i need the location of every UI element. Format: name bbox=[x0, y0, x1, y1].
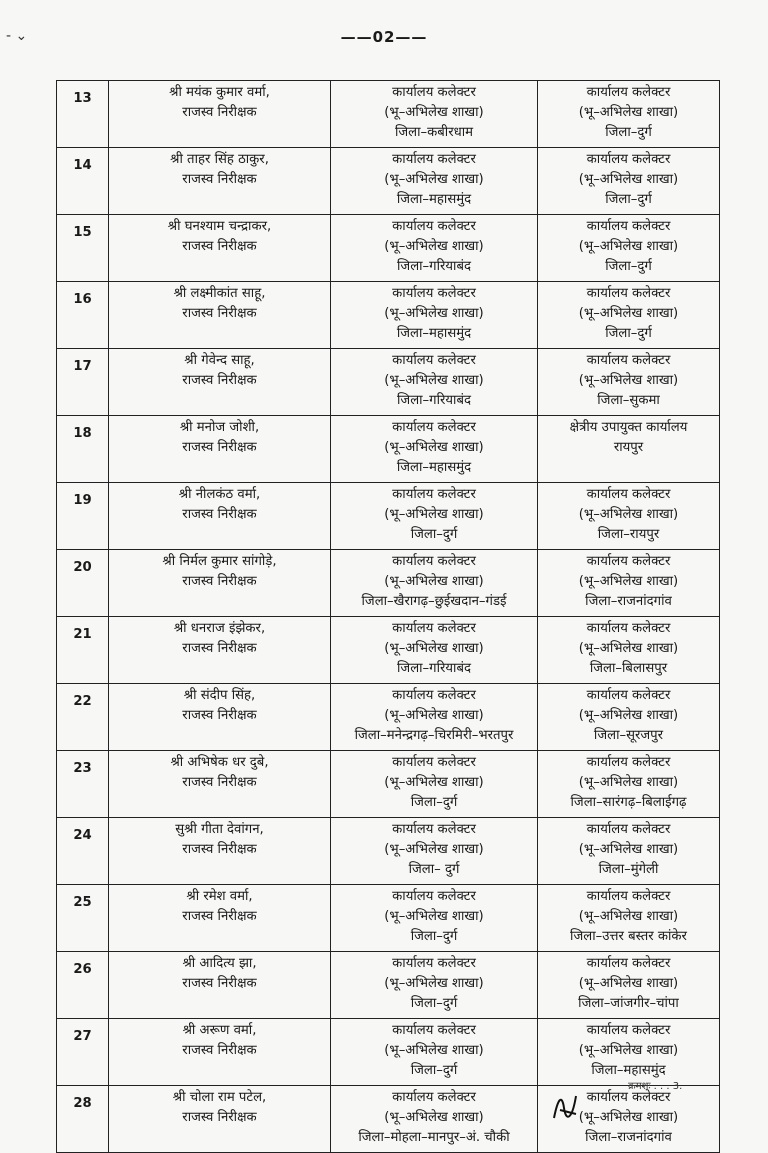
current-posting-cell bbox=[331, 684, 538, 751]
employee-cell bbox=[109, 952, 331, 1019]
employee-designation: राजस्व निरीक्षक bbox=[182, 574, 257, 589]
current-posting-cell bbox=[331, 885, 538, 952]
table-row bbox=[57, 885, 720, 952]
current-posting-line: (भू–अभिलेख शाखा) bbox=[384, 775, 484, 790]
employee-designation: राजस्व निरीक्षक bbox=[182, 507, 257, 522]
table-row bbox=[57, 550, 720, 617]
new-posting-line: रायपुर bbox=[613, 440, 644, 455]
new-posting-line: (भू–अभिलेख शाखा) bbox=[578, 507, 679, 522]
current-posting-line: जिला–दुर्ग bbox=[410, 527, 458, 542]
current-posting-line: जिला–दुर्ग bbox=[410, 795, 458, 810]
new-posting-cell bbox=[538, 952, 720, 1019]
serial-number: 25 bbox=[57, 885, 109, 952]
table-row bbox=[57, 818, 720, 885]
current-posting-cell bbox=[331, 617, 538, 684]
current-posting-line: (भू–अभिलेख शाखा) bbox=[384, 976, 484, 991]
serial-number: 16 bbox=[57, 282, 109, 349]
new-posting-line: जिला–मुंगेली bbox=[598, 862, 659, 877]
current-posting-line: जिला– दुर्ग bbox=[408, 862, 460, 877]
employee-name: श्री गेवेन्द साहू, bbox=[184, 353, 255, 368]
current-posting-line: जिला–दुर्ग bbox=[410, 929, 458, 944]
employee-designation: राजस्व निरीक्षक bbox=[182, 641, 257, 656]
employee-cell bbox=[109, 215, 331, 282]
continued-note: क्रमशः . . . 3. bbox=[628, 1081, 683, 1092]
current-posting-line: कार्यालय कलेक्टर bbox=[392, 353, 476, 368]
new-posting-line: कार्यालय कलेक्टर bbox=[586, 621, 671, 636]
table-row bbox=[57, 215, 720, 282]
employee-cell bbox=[109, 550, 331, 617]
serial-number: 19 bbox=[57, 483, 109, 550]
employee-designation: राजस्व निरीक्षक bbox=[182, 708, 257, 723]
new-posting-line: जिला–राजनांदगांव bbox=[585, 1130, 672, 1145]
current-posting-line: (भू–अभिलेख शाखा) bbox=[384, 1043, 484, 1058]
new-posting-cell bbox=[538, 818, 720, 885]
employee-designation: राजस्व निरीक्षक bbox=[182, 440, 257, 455]
current-posting-line: कार्यालय कलेक्टर bbox=[392, 286, 476, 301]
employee-name: श्री अरूण वर्मा, bbox=[182, 1023, 257, 1038]
table-row bbox=[57, 617, 720, 684]
current-posting-cell bbox=[331, 81, 538, 148]
new-posting-line: कार्यालय कलेक्टर bbox=[586, 688, 671, 703]
employee-cell bbox=[109, 81, 331, 148]
new-posting-line: (भू–अभिलेख शाखा) bbox=[578, 574, 679, 589]
new-posting-cell bbox=[538, 1019, 720, 1086]
signature-mark bbox=[546, 1088, 586, 1128]
new-posting-line: जिला–राजनांदगांव bbox=[585, 594, 672, 609]
employee-name: श्री अभिषेक धर दुबे, bbox=[170, 755, 269, 770]
new-posting-cell bbox=[538, 81, 720, 148]
new-posting-line: (भू–अभिलेख शाखा) bbox=[578, 105, 679, 120]
new-posting-cell bbox=[538, 416, 720, 483]
employee-name: श्री धनराज इंझेकर, bbox=[173, 621, 266, 636]
corner-mark: ‑ ⌄ bbox=[6, 28, 28, 44]
current-posting-line: कार्यालय कलेक्टर bbox=[392, 822, 476, 837]
new-posting-cell bbox=[538, 751, 720, 818]
current-posting-cell bbox=[331, 148, 538, 215]
new-posting-line: कार्यालय कलेक्टर bbox=[586, 85, 671, 100]
current-posting-line: जिला–दुर्ग bbox=[410, 996, 458, 1011]
current-posting-line: (भू–अभिलेख शाखा) bbox=[384, 172, 484, 187]
new-posting-line: जिला–जांजगीर–चांपा bbox=[578, 996, 679, 1011]
employee-name: श्री रमेश वर्मा, bbox=[186, 889, 253, 904]
new-posting-cell bbox=[538, 483, 720, 550]
current-posting-line: जिला–मनेन्द्रगढ़–चिरमिरी–भरतपुर bbox=[354, 728, 514, 743]
new-posting-line: कार्यालय कलेक्टर bbox=[586, 1023, 671, 1038]
current-posting-line: कार्यालय कलेक्टर bbox=[392, 420, 476, 435]
current-posting-line: कार्यालय कलेक्टर bbox=[392, 85, 476, 100]
serial-number: 21 bbox=[57, 617, 109, 684]
serial-number: 17 bbox=[57, 349, 109, 416]
current-posting-line: जिला–महासमुंद bbox=[396, 192, 472, 207]
table-row bbox=[57, 952, 720, 1019]
current-posting-line: (भू–अभिलेख शाखा) bbox=[384, 1110, 484, 1125]
current-posting-line: (भू–अभिलेख शाखा) bbox=[384, 105, 484, 120]
current-posting-line: कार्यालय कलेक्टर bbox=[392, 487, 476, 502]
employee-cell bbox=[109, 1019, 331, 1086]
current-posting-cell bbox=[331, 416, 538, 483]
employee-cell bbox=[109, 483, 331, 550]
serial-number: 22 bbox=[57, 684, 109, 751]
serial-number: 14 bbox=[57, 148, 109, 215]
current-posting-line: जिला–खैरागढ़–छुईखदान–गंडई bbox=[361, 594, 507, 609]
table-row bbox=[57, 282, 720, 349]
new-posting-cell bbox=[538, 282, 720, 349]
new-posting-line: कार्यालय कलेक्टर bbox=[586, 353, 671, 368]
employee-designation: राजस्व निरीक्षक bbox=[182, 105, 257, 120]
serial-number: 23 bbox=[57, 751, 109, 818]
employee-cell bbox=[109, 751, 331, 818]
current-posting-line: कार्यालय कलेक्टर bbox=[392, 956, 476, 971]
serial-number: 13 bbox=[57, 81, 109, 148]
new-posting-line: जिला–रायपुर bbox=[597, 527, 660, 542]
current-posting-line: कार्यालय कलेक्टर bbox=[392, 219, 476, 234]
table-row bbox=[57, 148, 720, 215]
employee-cell bbox=[109, 885, 331, 952]
employee-cell bbox=[109, 349, 331, 416]
serial-number: 24 bbox=[57, 818, 109, 885]
employee-name: श्री निर्मल कुमार सांगोड़े, bbox=[162, 554, 277, 569]
new-posting-line: कार्यालय कलेक्टर bbox=[586, 1090, 671, 1105]
new-posting-line: जिला–उत्तर बस्तर कांकेर bbox=[570, 929, 687, 944]
new-posting-line: जिला–सुकमा bbox=[597, 393, 660, 408]
current-posting-cell bbox=[331, 751, 538, 818]
new-posting-line: कार्यालय कलेक्टर bbox=[586, 889, 671, 904]
new-posting-cell bbox=[538, 550, 720, 617]
employee-cell bbox=[109, 282, 331, 349]
employee-name: सुश्री गीता देवांगन, bbox=[175, 822, 264, 837]
table-body bbox=[57, 81, 720, 1153]
new-posting-line: (भू–अभिलेख शाखा) bbox=[578, 708, 679, 723]
new-posting-line: (भू–अभिलेख शाखा) bbox=[578, 1110, 679, 1125]
new-posting-line: जिला–दुर्ग bbox=[605, 125, 652, 140]
current-posting-line: (भू–अभिलेख शाखा) bbox=[384, 842, 484, 857]
employee-designation: राजस्व निरीक्षक bbox=[182, 842, 257, 857]
current-posting-line: (भू–अभिलेख शाखा) bbox=[384, 306, 484, 321]
current-posting-line: (भू–अभिलेख शाखा) bbox=[384, 373, 484, 388]
new-posting-line: कार्यालय कलेक्टर bbox=[586, 487, 671, 502]
current-posting-cell bbox=[331, 1019, 538, 1086]
employee-name: श्री मयंक कुमार वर्मा, bbox=[169, 85, 270, 100]
current-posting-line: कार्यालय कलेक्टर bbox=[392, 889, 476, 904]
current-posting-line: (भू–अभिलेख शाखा) bbox=[384, 641, 484, 656]
serial-number: 18 bbox=[57, 416, 109, 483]
new-posting-line: कार्यालय कलेक्टर bbox=[586, 286, 671, 301]
employee-designation: राजस्व निरीक्षक bbox=[182, 909, 257, 924]
employee-designation: राजस्व निरीक्षक bbox=[182, 976, 257, 991]
current-posting-line: कार्यालय कलेक्टर bbox=[392, 1023, 476, 1038]
new-posting-line: (भू–अभिलेख शाखा) bbox=[578, 1043, 679, 1058]
table-row bbox=[57, 483, 720, 550]
table-row bbox=[57, 81, 720, 148]
current-posting-line: (भू–अभिलेख शाखा) bbox=[384, 239, 484, 254]
serial-number: 26 bbox=[57, 952, 109, 1019]
current-posting-line: जिला–महासमुंद bbox=[396, 326, 472, 341]
new-posting-line: कार्यालय कलेक्टर bbox=[586, 554, 671, 569]
current-posting-cell bbox=[331, 952, 538, 1019]
employee-name: श्री लक्ष्मीकांत साहू, bbox=[173, 286, 266, 301]
new-posting-line: कार्यालय कलेक्टर bbox=[586, 152, 671, 167]
current-posting-line: जिला–मोहला–मानपुर–अं. चौकी bbox=[358, 1130, 510, 1145]
new-posting-line: जिला–सारंगढ़–बिलाईगढ़ bbox=[570, 795, 687, 810]
new-posting-cell bbox=[538, 885, 720, 952]
new-posting-line: कार्यालय कलेक्टर bbox=[586, 956, 671, 971]
current-posting-line: कार्यालय कलेक्टर bbox=[392, 554, 476, 569]
new-posting-cell bbox=[538, 148, 720, 215]
serial-number: 15 bbox=[57, 215, 109, 282]
table-row bbox=[57, 349, 720, 416]
current-posting-cell bbox=[331, 550, 538, 617]
employee-name: श्री संदीप सिंह, bbox=[183, 688, 256, 703]
current-posting-cell bbox=[331, 818, 538, 885]
new-posting-line: जिला–सूरजपुर bbox=[593, 728, 664, 743]
employee-designation: राजस्व निरीक्षक bbox=[182, 172, 257, 187]
employee-cell bbox=[109, 1086, 331, 1153]
current-posting-line: कार्यालय कलेक्टर bbox=[392, 755, 476, 770]
employee-designation: राजस्व निरीक्षक bbox=[182, 1110, 257, 1125]
table-row bbox=[57, 416, 720, 483]
current-posting-line: (भू–अभिलेख शाखा) bbox=[384, 909, 484, 924]
employee-cell bbox=[109, 617, 331, 684]
new-posting-line: (भू–अभिलेख शाखा) bbox=[578, 239, 679, 254]
serial-number: 27 bbox=[57, 1019, 109, 1086]
employee-cell bbox=[109, 818, 331, 885]
new-posting-line: जिला–दुर्ग bbox=[605, 326, 652, 341]
employee-cell bbox=[109, 416, 331, 483]
new-posting-line: (भू–अभिलेख शाखा) bbox=[578, 641, 679, 656]
page-number: ——02—— bbox=[340, 28, 428, 46]
current-posting-cell bbox=[331, 349, 538, 416]
employee-name: श्री ताहर सिंह ठाकुर, bbox=[170, 152, 269, 167]
current-posting-line: जिला–महासमुंद bbox=[396, 460, 472, 475]
employee-name: श्री मनोज जोशी, bbox=[179, 420, 260, 435]
current-posting-line: जिला–कबीरधाम bbox=[394, 125, 474, 140]
current-posting-cell bbox=[331, 215, 538, 282]
current-posting-line: कार्यालय कलेक्टर bbox=[392, 152, 476, 167]
employee-cell bbox=[109, 148, 331, 215]
current-posting-line: (भू–अभिलेख शाखा) bbox=[384, 574, 484, 589]
current-posting-line: कार्यालय कलेक्टर bbox=[392, 1090, 476, 1105]
new-posting-line: (भू–अभिलेख शाखा) bbox=[578, 172, 679, 187]
current-posting-line: जिला–गरियाबंद bbox=[397, 393, 471, 408]
new-posting-line: (भू–अभिलेख शाखा) bbox=[578, 842, 679, 857]
employee-designation: राजस्व निरीक्षक bbox=[182, 306, 257, 321]
new-posting-line: (भू–अभिलेख शाखा) bbox=[578, 306, 679, 321]
new-posting-line: जिला–बिलासपुर bbox=[589, 661, 668, 676]
new-posting-line: (भू–अभिलेख शाखा) bbox=[578, 909, 679, 924]
serial-number: 28 bbox=[57, 1086, 109, 1153]
new-posting-cell bbox=[538, 684, 720, 751]
employee-designation: राजस्व निरीक्षक bbox=[182, 373, 257, 388]
table-row bbox=[57, 1019, 720, 1086]
current-posting-line: (भू–अभिलेख शाखा) bbox=[384, 708, 484, 723]
new-posting-line: (भू–अभिलेख शाखा) bbox=[578, 976, 679, 991]
table-row bbox=[57, 1086, 720, 1153]
new-posting-cell bbox=[538, 215, 720, 282]
new-posting-line: कार्यालय कलेक्टर bbox=[586, 219, 671, 234]
current-posting-line: जिला–गरियाबंद bbox=[397, 259, 471, 274]
current-posting-line: जिला–गरियाबंद bbox=[397, 661, 471, 676]
employee-designation: राजस्व निरीक्षक bbox=[182, 775, 257, 790]
employee-cell bbox=[109, 684, 331, 751]
new-posting-line: (भू–अभिलेख शाखा) bbox=[578, 775, 679, 790]
table-row bbox=[57, 751, 720, 818]
current-posting-line: (भू–अभिलेख शाखा) bbox=[384, 507, 484, 522]
current-posting-line: जिला–दुर्ग bbox=[410, 1063, 458, 1078]
new-posting-line: जिला–दुर्ग bbox=[605, 259, 652, 274]
serial-number: 20 bbox=[57, 550, 109, 617]
current-posting-line: (भू–अभिलेख शाखा) bbox=[384, 440, 484, 455]
new-posting-line: क्षेत्रीय उपायुक्त कार्यालय bbox=[569, 420, 688, 435]
transfer-table bbox=[56, 80, 720, 1153]
current-posting-cell bbox=[331, 282, 538, 349]
new-posting-line: कार्यालय कलेक्टर bbox=[586, 755, 671, 770]
current-posting-cell bbox=[331, 1086, 538, 1153]
employee-name: श्री चोला राम पटेल, bbox=[172, 1090, 267, 1105]
new-posting-line: (भू–अभिलेख शाखा) bbox=[578, 373, 679, 388]
employee-name: श्री आदित्य झा, bbox=[182, 956, 257, 971]
table-row bbox=[57, 684, 720, 751]
new-posting-line: कार्यालय कलेक्टर bbox=[586, 822, 671, 837]
current-posting-cell bbox=[331, 483, 538, 550]
current-posting-line: कार्यालय कलेक्टर bbox=[392, 621, 476, 636]
new-posting-line: जिला–दुर्ग bbox=[605, 192, 652, 207]
employee-designation: राजस्व निरीक्षक bbox=[182, 1043, 257, 1058]
employee-name: श्री घनश्याम चन्द्राकर, bbox=[167, 219, 272, 234]
employee-name: श्री नीलकंठ वर्मा, bbox=[178, 487, 261, 502]
new-posting-line: जिला–महासमुंद bbox=[591, 1063, 666, 1078]
employee-designation: राजस्व निरीक्षक bbox=[182, 239, 257, 254]
new-posting-cell bbox=[538, 349, 720, 416]
new-posting-cell bbox=[538, 617, 720, 684]
current-posting-line: कार्यालय कलेक्टर bbox=[392, 688, 476, 703]
